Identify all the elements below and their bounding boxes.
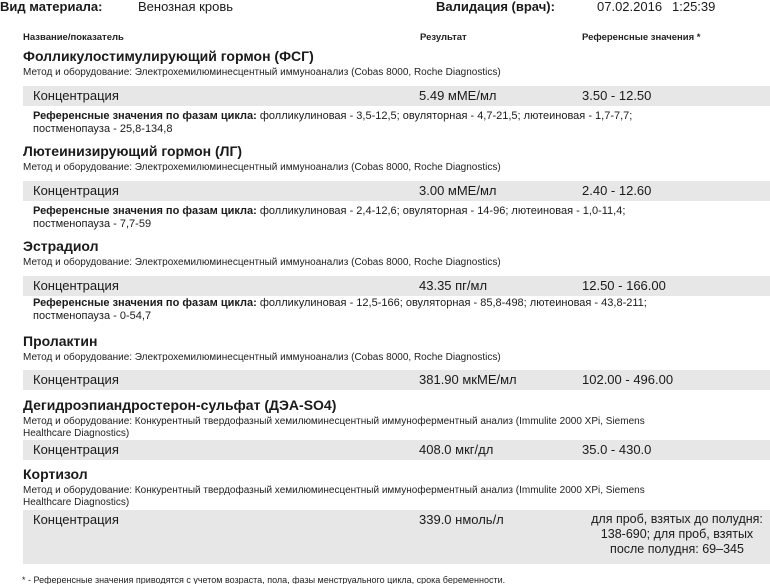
phase-values: фолликулиновая - 2,4-12,6; овуляторная - 14-96; лютеиновая - 1,0-11,4;: [259, 205, 626, 217]
param-name: Концентрация: [33, 442, 119, 457]
test-method: Метод и оборудование: Электрохемилюминесцентный иммуноанализ (Cobas 8000, Roche Diagnostics): [23, 257, 501, 268]
column-header-reference: Референсные значения *: [582, 32, 701, 43]
test-method: Метод и оборудование: Электрохемилюминесцентный иммуноанализ (Cobas 8000, Roche Diagnostics): [23, 67, 501, 78]
test-method-line2: Healthcare Diagnostics): [23, 497, 130, 508]
test-method: [23, 416, 663, 440]
phase-references: [33, 110, 733, 136]
material-label: Вид материала:: [0, 0, 103, 14]
param-name: Концентрация: [33, 88, 119, 103]
report-header: [0, 0, 770, 17]
phase-references: [33, 297, 733, 323]
test-method-line2: Healthcare Diagnostics): [23, 428, 130, 439]
phase-values: фолликулиновая - 12,5-166; овуляторная - 85,8-498; лютеиновая - 43,8-211;: [259, 297, 647, 309]
test-title: Фолликулостимулирующий гормон (ФСГ): [23, 48, 314, 64]
param-name: Концентрация: [33, 372, 119, 387]
param-name: Концентрация: [33, 278, 119, 293]
phase-label: Референсные значения по фазам цикла:: [33, 205, 257, 217]
result-row: [23, 370, 770, 390]
validation-time: 1:25:39: [672, 0, 716, 14]
column-header-result: Результат: [420, 32, 467, 43]
test-method-line1: Метод и оборудование: Конкурентный твердофазный хемилюминесцентный иммуноферментный анализ (Immulite 2000 XPi, Siemens: [23, 416, 645, 427]
result-row: [23, 276, 770, 296]
reference-range: 102.00 - 496.00: [582, 372, 674, 387]
material-value: Венозная кровь: [138, 0, 234, 14]
result-row: [23, 510, 770, 564]
phase-values-cont: постменопауза - 7,7-59: [33, 218, 152, 230]
test-title: Дегидроэпиандростерон-сульфат (ДЭА-SO4): [23, 397, 337, 413]
test-title: Эстрадиол: [23, 238, 99, 254]
param-name: Концентрация: [33, 183, 119, 198]
column-header-name: Название/показатель: [23, 32, 124, 43]
result-value: 3.00 мМЕ/мл: [419, 183, 497, 198]
test-method: [23, 485, 663, 509]
validation-label: Валидация (врач):: [436, 0, 555, 14]
phase-values-cont: постменопауза - 25,8-134,8: [33, 123, 173, 135]
result-row: [23, 181, 770, 201]
phase-references: [33, 205, 733, 231]
result-value: 408.0 мкг/дл: [419, 442, 494, 457]
column-headers: [0, 32, 770, 44]
test-title: Лютеинизирующий гормон (ЛГ): [23, 143, 243, 159]
result-value: 43.35 пг/мл: [419, 278, 488, 293]
phase-values: фолликулиновая - 3,5-12,5; овуляторная - 4,7-21,5; лютеиновая - 1,7-7,7;: [259, 110, 633, 122]
reference-range: 3.50 - 12.50: [582, 88, 652, 103]
test-method-line1: Метод и оборудование: Конкурентный твердофазный хемилюминесцентный иммуноферментный анализ (Immulite 2000 XPi, Siemens: [23, 485, 645, 496]
reference-range: 12.50 - 166.00: [582, 278, 666, 293]
param-name: Концентрация: [33, 512, 119, 527]
footnote: * - Референсные значения приводятся с учетом возраста, пола, фазы менструального цикла, срока беременности.: [22, 575, 506, 584]
phase-values-cont: постменопауза - 0-54,7: [33, 310, 152, 322]
result-value: 5.49 мМЕ/мл: [419, 88, 497, 103]
test-title: Кортизол: [23, 466, 88, 482]
result-value: 339.0 нмоль/л: [419, 512, 504, 527]
result-value: 381.90 мкМЕ/мл: [419, 372, 517, 387]
result-row: [23, 440, 770, 460]
phase-label: Референсные значения по фазам цикла:: [33, 110, 257, 122]
test-method: Метод и оборудование: Электрохемилюминесцентный иммуноанализ (Cobas 8000, Roche Diagnostics): [23, 352, 501, 363]
test-title: Пролактин: [23, 333, 98, 349]
validation-date: 07.02.2016: [597, 0, 663, 14]
phase-label: Референсные значения по фазам цикла:: [33, 297, 257, 309]
reference-range: 2.40 - 12.60: [582, 183, 652, 198]
test-method: Метод и оборудование: Электрохемилюминесцентный иммуноанализ (Cobas 8000, Roche Diagnostics): [23, 162, 501, 173]
reference-range: для проб, взятых до полудня: 138-690; для проб, взятых после полудня: 69–345: [591, 512, 763, 556]
reference-range: 35.0 - 430.0: [582, 442, 652, 457]
result-row: [23, 86, 770, 106]
